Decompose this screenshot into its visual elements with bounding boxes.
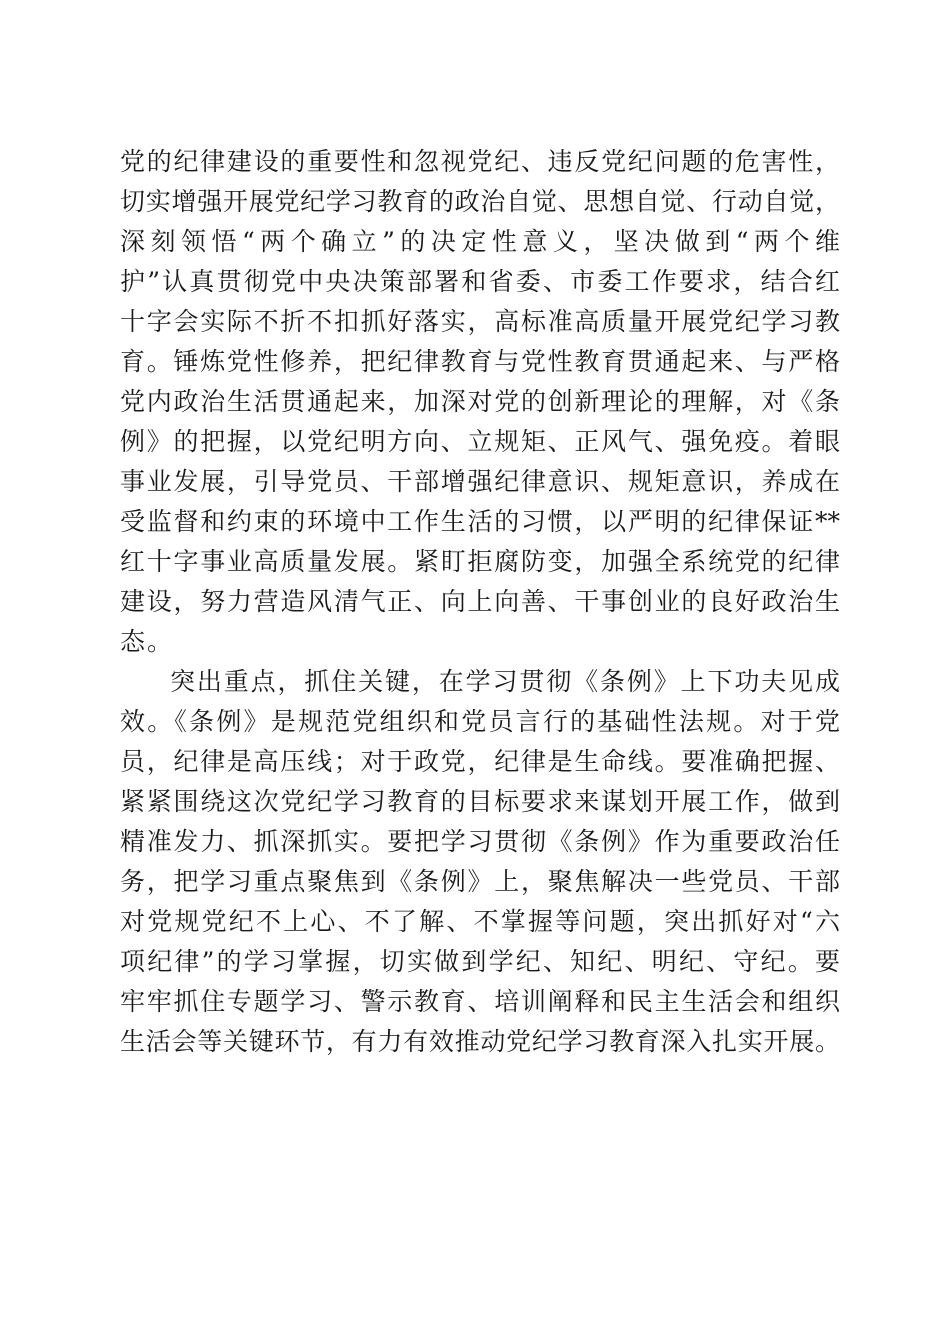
text-line: 事业发展，引导党员、干部增强纪律意识、规矩意识，养成在: [120, 467, 840, 496]
text-line: 效。《条例》是规范党组织和党员言行的基础性法规。对于党: [120, 707, 840, 736]
text-line: 育。锤炼党性修养，把纪律教育与党性教育贯通起来、与严格: [120, 347, 840, 376]
text-line: 态。: [120, 627, 175, 656]
paragraph-1: [120, 142, 840, 662]
text-line: 生活会等关键环节，有力有效推动党纪学习教育深入扎实开展。: [120, 1027, 840, 1056]
text-line: 牢牢抓住专题学习、警示教育、培训阐释和民主生活会和组织: [120, 987, 840, 1016]
text-line: 精准发力、抓深抓实。要把学习贯彻《条例》作为重要政治任: [120, 827, 840, 856]
text-line: 十字会实际不折不扣抓好落实，高标准高质量开展党纪学习教: [120, 307, 840, 336]
text-line: 党的纪律建设的重要性和忽视党纪、违反党纪问题的危害性，: [120, 147, 840, 176]
text-line: 对党规党纪不上心、不了解、不掌握等问题，突出抓好对“六: [120, 907, 840, 936]
text-line: 务，把学习重点聚焦到《条例》上，聚焦解决一些党员、干部: [120, 867, 840, 896]
text-line: 受监督和约束的环境中工作生活的习惯，以严明的纪律保证**: [120, 507, 840, 536]
text-line: 党内政治生活贯通起来，加深对党的创新理论的理解，对《条: [120, 387, 840, 416]
text-line: 紧紧围绕这次党纪学习教育的目标要求来谋划开展工作，做到: [120, 787, 840, 816]
text-line: 深刻领悟“两个确立”的决定性意义，坚决做到“两个维: [120, 227, 840, 256]
text-line: 建设，努力营造风清气正、向上向善、干事创业的良好政治生: [120, 587, 840, 616]
text-line: 例》的把握，以党纪明方向、立规矩、正风气、强免疫。着眼: [120, 427, 840, 456]
text-line: 员，纪律是高压线；对于政党，纪律是生命线。要准确把握、: [120, 747, 840, 776]
text-line: 项纪律”的学习掌握，切实做到学纪、知纪、明纪、守纪。要: [120, 947, 840, 976]
document-body: [120, 142, 840, 1062]
text-line: 突出重点，抓住关键，在学习贯彻《条例》上下功夫见成: [170, 667, 840, 696]
text-line: 切实增强开展党纪学习教育的政治自觉、思想自觉、行动自觉，: [120, 187, 840, 216]
paragraph-2: [120, 662, 840, 1062]
text-line: 护”认真贯彻党中央决策部署和省委、市委工作要求，结合红: [120, 267, 840, 296]
text-line: 红十字事业高质量发展。紧盯拒腐防变，加强全系统党的纪律: [120, 547, 840, 576]
